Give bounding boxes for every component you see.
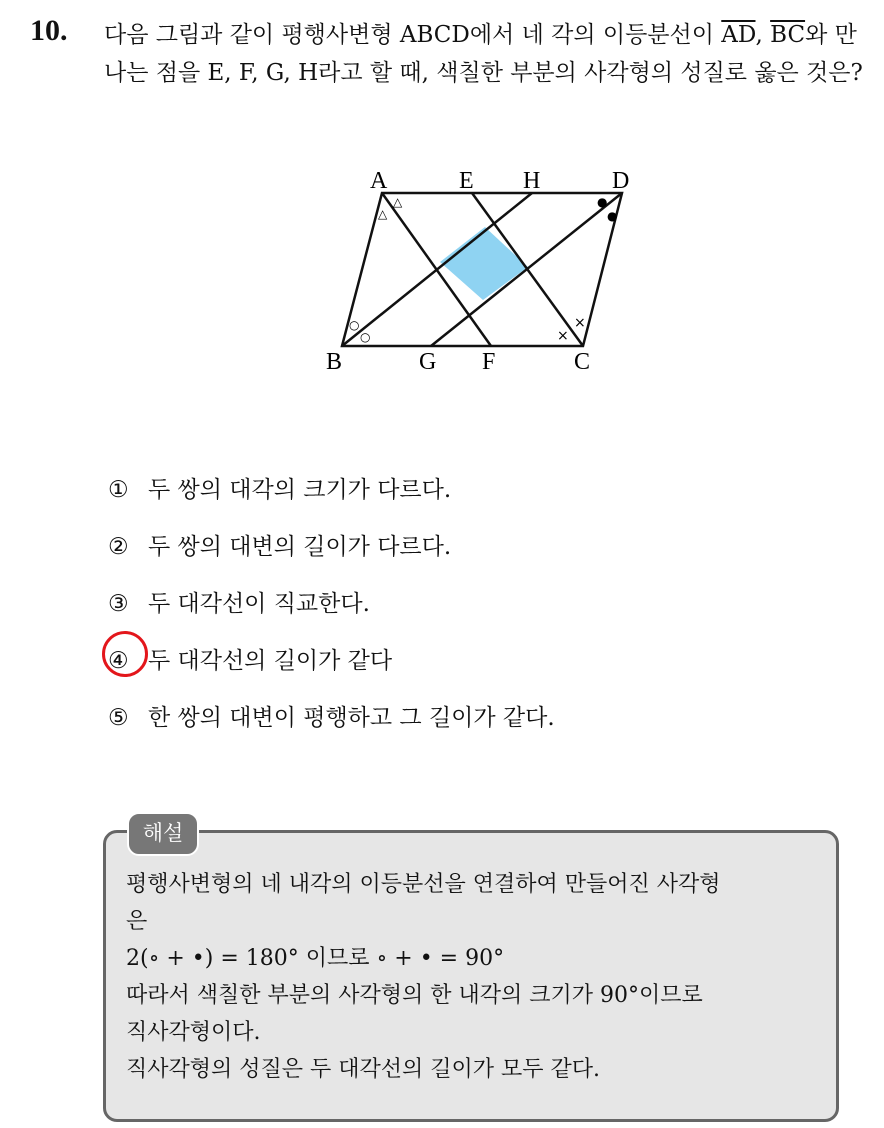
question-text-before: 다음 그림과 같이 평행사변형 ABCD에서 네 각의 이등분선이: [104, 22, 722, 48]
choice-text: 한 쌍의 대변이 평행하고 그 길이가 같다.: [148, 705, 555, 731]
shaded-rectangle: [440, 227, 528, 300]
angle-mark-d1: ●: [597, 195, 608, 209]
angle-mark-a1: △: [378, 207, 388, 221]
segment-ad: $\overline{AD}$: [721, 22, 756, 48]
angle-mark-b1: ○: [349, 318, 360, 332]
question-number: 10.: [30, 14, 68, 47]
choice-number: ⑤: [108, 705, 129, 731]
answer-circle-mark: [102, 631, 148, 677]
angle-mark-c2: ×: [574, 315, 586, 331]
choice-number: ①: [108, 477, 129, 503]
angle-mark-d2: ●: [607, 209, 618, 223]
solution-line: 직사각형이다.: [126, 1020, 261, 1045]
choice-list: [108, 462, 555, 747]
point-label-e: E: [459, 168, 474, 194]
choice-text: 두 쌍의 대각의 크기가 다르다.: [148, 477, 452, 503]
solution-label: 해설: [127, 812, 199, 856]
point-label-f: F: [482, 349, 496, 375]
choice-text: 두 대각선이 직교한다.: [148, 591, 370, 617]
question-text: [104, 16, 869, 92]
choice-4[interactable]: [108, 633, 555, 690]
choice-3[interactable]: [108, 576, 555, 633]
angle-mark-c1: ×: [557, 328, 569, 344]
choice-text: 두 쌍의 대변의 길이가 다르다.: [148, 534, 452, 560]
angle-mark-b2: ○: [360, 330, 371, 344]
angle-mark-a2: △: [393, 195, 403, 209]
choice-number: ④: [108, 648, 129, 674]
choice-2[interactable]: [108, 519, 555, 576]
question-comma: ,: [755, 22, 771, 48]
choice-1[interactable]: [108, 462, 555, 519]
choice-number: ②: [108, 534, 129, 560]
solution-line: 2(∘ + •) = 180° 이므로 ∘ + • = 90°: [126, 946, 505, 971]
point-label-g: G: [419, 349, 437, 375]
solution-line: 따라서 색칠한 부분의 사각형의 한 내각의 크기가 90°이므로: [126, 983, 703, 1008]
choice-text: 두 대각선의 길이가 같다: [148, 648, 393, 674]
question-text-after: 와 만나는 점을 E, F, G, H라고 할 때, 색칠한 부분의 사각형의 성질로 옳은 것은?: [104, 22, 863, 86]
point-label-c: C: [574, 349, 591, 375]
solution-line: 직사각형의 성질은 두 대각선의 길이가 모두 같다.: [126, 1057, 600, 1082]
solution-text: [126, 866, 826, 1088]
point-label-d: D: [612, 168, 630, 194]
point-label-h: H: [523, 168, 541, 194]
choice-5[interactable]: [108, 690, 555, 747]
point-label-b: B: [326, 349, 343, 375]
parallelogram-figure: [320, 160, 640, 380]
solution-line: 은: [126, 909, 148, 934]
point-label-a: A: [370, 168, 388, 194]
choice-number: ③: [108, 591, 129, 617]
segment-bc: $\overline{BC}$: [770, 22, 806, 48]
solution-line: 평행사변형의 네 내각의 이등분선을 연결하여 만들어진 사각형: [126, 872, 721, 897]
